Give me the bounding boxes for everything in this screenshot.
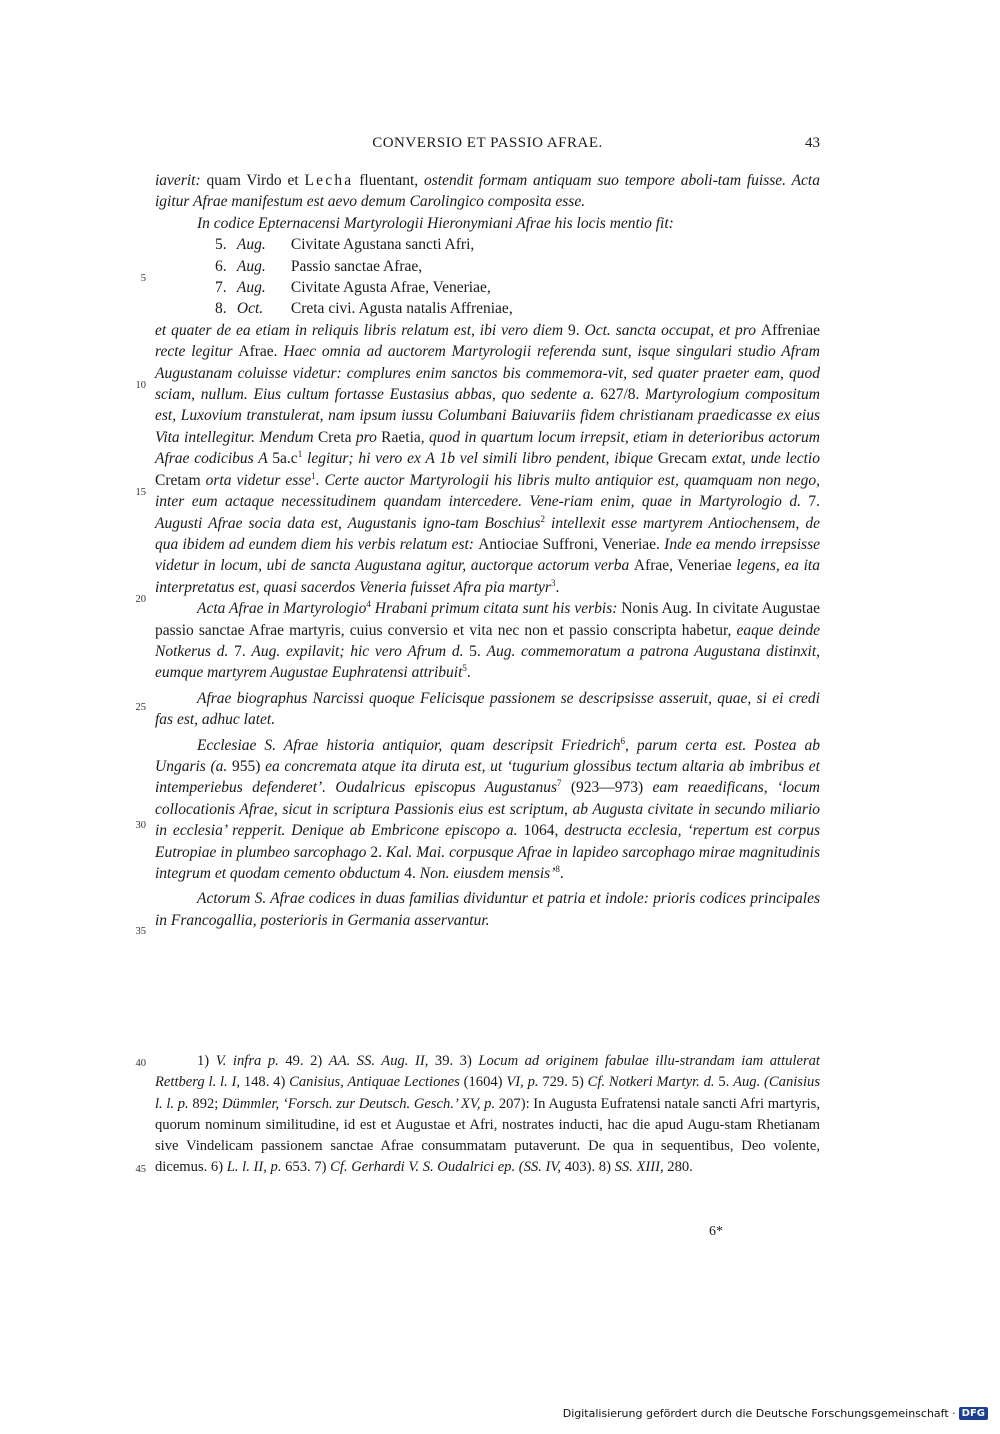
text-run: pro	[355, 428, 382, 446]
text-run: Grecam	[657, 450, 712, 468]
text-run: destructa ecclesia, ‘repertum est corpus Eutropiae in plumbeo sarcophago	[155, 822, 821, 861]
text-run: et quater de ea etiam in reliquis libris relatum est, ibi vero diem	[155, 321, 568, 339]
line-number: 10	[135, 380, 146, 391]
list-item: 6. Aug. Passio sanctae Afrae,	[215, 257, 423, 275]
text-run: Locum ad originem fabulae illu-strandam iam attulerat Rettberg l. l. I,	[155, 1053, 820, 1091]
text-run: 39. 3)	[434, 1053, 479, 1069]
text-run: 4.	[404, 865, 420, 882]
text-run: Afrae, Veneriae	[633, 557, 737, 575]
text-run: Oct. sancta occupat, et pro	[584, 321, 761, 339]
text-run: Creta	[317, 428, 356, 446]
text-run: quam Virdo et	[206, 172, 305, 189]
list-item: 8. Oct. Creta civi. Agusta natalis Affreniae,	[215, 300, 513, 318]
line-number: 45	[135, 1164, 146, 1175]
text-run: 7.	[234, 642, 252, 660]
text-run: legens, ea ita interpretatus est, quasi sacerdos Veneria fuisset Afra pia martyr	[155, 557, 820, 596]
text-run: Lecha	[304, 172, 354, 189]
text-run: 729. 5)	[542, 1074, 588, 1091]
text-run: , parum certa est. Postea ab Ungaris (a.	[155, 736, 820, 775]
text-run: iaverit:	[155, 172, 207, 189]
text-run: In Augusta Eufratensi natale sancti Afri martyris, quorum nominum similitudine, id est et Augustae et Afri, nostrates inducti, hac die apud Augu-stam Rhetianam sive Vindelicam passionem sanctae Afrae consummatam putaverunt. De qua in sequentibus, Deo volente, dicemus. 6)	[155, 1095, 821, 1176]
text-run: 7	[557, 778, 562, 789]
signature-mark: 6*	[709, 1224, 723, 1239]
text-run: Afrae.	[238, 343, 284, 361]
text-run: 1	[311, 470, 316, 481]
text-run: Ecclesiae S. Afrae historia antiquior, quam descripsit Friedrich	[197, 736, 621, 754]
text-run: Cretam	[155, 471, 206, 489]
martyrology-list	[155, 234, 820, 320]
text-run: Canisius, Antiquae Lectiones	[289, 1074, 464, 1091]
text-run: L. l. II, p.	[226, 1159, 286, 1176]
text-run: Cf. Gerhardi V. S. Oudalrici ep. (SS. IV,	[330, 1159, 565, 1176]
text-run: 5.	[469, 642, 487, 660]
text-run: 280.	[667, 1159, 693, 1176]
text-run: 8	[555, 863, 560, 874]
text-run: orta videtur esse	[205, 471, 312, 489]
text-run: 403). 8)	[564, 1159, 615, 1176]
text-run: VI, p.	[506, 1074, 543, 1091]
text-run: 7.	[808, 493, 820, 511]
text-run: Aug. (Canisius l. l. p.	[155, 1074, 821, 1112]
line-number: 40	[135, 1058, 146, 1069]
running-title: CONVERSIO ET PASSIO AFRAE.	[372, 135, 603, 151]
text-run: 627/8.	[600, 386, 646, 404]
text-run: 5	[462, 663, 467, 674]
text-run: 1)	[197, 1053, 216, 1069]
digitization-credit	[563, 1407, 988, 1420]
text-run: 653. 7)	[285, 1159, 331, 1176]
text-run: Nonis Aug. In civitate Augustae passio sanctae Afrae martyris, cuius conversio et vita nec non et passio conscripta habetur,	[155, 600, 820, 639]
text-run: Inde ea mendo irrepsisse videtur in locum, ubi de sancta Augustana agitur, auctorque actorum verba	[155, 535, 820, 575]
text-run: Raetia,	[381, 428, 429, 446]
text-run: fluentant,	[353, 172, 424, 189]
text-run: 148. 4)	[243, 1074, 290, 1091]
text-run: (923—973)	[561, 779, 653, 797]
text-run: Dümmler, ‘Forsch. zur Deutsch. Gesch.’ XV, p.	[222, 1095, 499, 1112]
text-run: legitur; hi vero ex A 1b vel simili libro pendent, ibique	[302, 450, 658, 468]
line-number: 35	[135, 926, 146, 937]
paragraph-4	[155, 598, 820, 684]
text-run: .	[466, 664, 471, 682]
text-run: 3	[550, 577, 556, 588]
dfg-logo-icon: DFG	[959, 1407, 988, 1420]
line-number: 15	[135, 487, 146, 498]
credit-text: Digitalisierung gefördert durch die Deutsche Forschungsgemeinschaft ·	[562, 1407, 956, 1420]
text-run: 4	[366, 598, 371, 609]
footnote-block	[155, 1051, 820, 1179]
footnotes	[155, 1051, 820, 1179]
line-number: 25	[135, 702, 146, 713]
text-run: intellexit esse martyrem Antiochensem, de qua ibidem ad eundem diem his verbis relatum est:	[155, 514, 821, 553]
text-run: 2.	[370, 843, 387, 861]
text-run: Antiociae Suffroni, Veneriae.	[478, 535, 665, 553]
text-run: Aug. commemoratum a patrona Augustana distinxit, eumque martyrem Augustae Euphratensi attribuit	[155, 642, 821, 682]
text-run: .	[559, 865, 564, 882]
text-run: Non. eiusdem mensis’	[419, 865, 556, 882]
text-run: Augusti Afrae socia data est, Augustanis igno-tam Boschius	[155, 514, 541, 532]
text-run: 2	[540, 513, 546, 524]
text-run: Haec omnia ad auctorem Martyrologii referenda sunt, isque singulari studio Afram Augustanam coluisse videtur: complures enim sanctos bis commemora-vit, sed quater praeter eam, quod sciam, nullum. Eius cultum fortasse Eustasius abbas, quo sedente a.	[155, 343, 820, 404]
paragraph-7: Actorum S. Afrae codices in duas familias dividuntur et patria et indole: prioris codices principales in Francogallia, posterioris in Germania asservantur.	[155, 890, 820, 929]
text-run: extat, unde lectio	[711, 450, 820, 468]
paragraph-5: Afrae biographus Narcissi quoque Felicisque passionem se descripsisse asseruit, quae, si ei credi fas est, adhuc latet.	[155, 689, 820, 729]
text-run: Martyrologium compositum est, Luxovium transtulerat, nam ipsum iussu Columbani Baiuvariis fidem christianam praedicasse ex eius Vita intellegitur. Mendum	[155, 386, 820, 446]
text-run: 955)	[231, 757, 266, 775]
line-number: 30	[135, 820, 146, 831]
text-run: Cf. Notkeri Martyr. d.	[587, 1074, 719, 1091]
text-run: . Certe auctor Martyrologii his libris multo antiquior est, quamquam non nego, inter eum actaque necessitudinem quandam intercedere. Vene-riam enim, quae in Martyrologio d.	[155, 471, 820, 511]
body-text	[155, 170, 820, 931]
text-run: 5.	[718, 1074, 734, 1091]
text-run: Acta Afrae in Martyrologio	[197, 600, 367, 618]
text-run: Affreniae	[760, 321, 821, 339]
list-item: 7. Aug. Civitate Agusta Afrae, Veneriae,	[215, 279, 491, 297]
text-run: 892;	[192, 1095, 223, 1112]
text-run: (1604)	[463, 1074, 507, 1091]
text-run: 9.	[568, 321, 585, 339]
text-run: 6	[620, 735, 625, 746]
line-number: 5	[140, 273, 146, 284]
text-run: eam reaedificans, ‘locum collocationis Afrae, sicut in scriptura Passionis eius est scriptum, ab Augusta civitate in secundo miliario in ecclesia’ repperit. Denique ab Embricone episcopo a.	[155, 779, 820, 840]
text-run: ea concremata atque ita diruta est, ut ‘tugurium glossibus tectum altaria ab imbribus et intemperiebus defenderet’. Oudalricus episcopus Augustanus	[155, 757, 820, 797]
text-run: SS. XIII,	[614, 1159, 668, 1176]
text-run: 1064,	[523, 822, 565, 840]
text-run: AA. SS. Aug. II,	[328, 1053, 435, 1069]
text-run: quod in quartum locum irrepsit, etiam in deterioribus actorum Afrae codicibus A	[155, 428, 821, 468]
text-run: recte legitur	[155, 343, 239, 361]
text-run: Kal. Mai. corpusque Afrae in lapideo sarcophago mirae magnitudinis integrum et quodam cemento obductum	[155, 843, 820, 882]
text-run: eaque deinde Notkerus d.	[155, 621, 820, 660]
text-run: Aug. expilavit; hic vero Afrum d.	[251, 642, 470, 660]
line-number: 20	[135, 594, 146, 605]
text-run: 49. 2)	[285, 1053, 329, 1069]
list-item: 5. Aug. Civitate Agustana sancti Afri,	[215, 236, 475, 254]
text-run: 5a.c	[272, 450, 298, 468]
paragraph-2: In codice Epternacensi Martyrologii Hieronymiani Afrae his locis mentio fit:	[197, 214, 674, 232]
text-run: ostendit formam antiquam suo tempore aboli-tam fuisse. Acta igitur Afrae manifestum est aevo demum Carolingico composita esse.	[155, 172, 820, 211]
text-run: .	[555, 578, 560, 596]
paragraph-3	[155, 320, 820, 598]
running-head	[155, 135, 820, 157]
text-run: V. infra p.	[215, 1053, 286, 1069]
text-run: 1	[297, 449, 303, 460]
paragraph-6	[155, 735, 820, 885]
paragraph-1	[155, 170, 820, 213]
text-run: 207):	[498, 1095, 530, 1112]
page-number: 43	[805, 135, 820, 151]
text-run: Hrabani primum citata sunt his verbis:	[370, 600, 622, 618]
